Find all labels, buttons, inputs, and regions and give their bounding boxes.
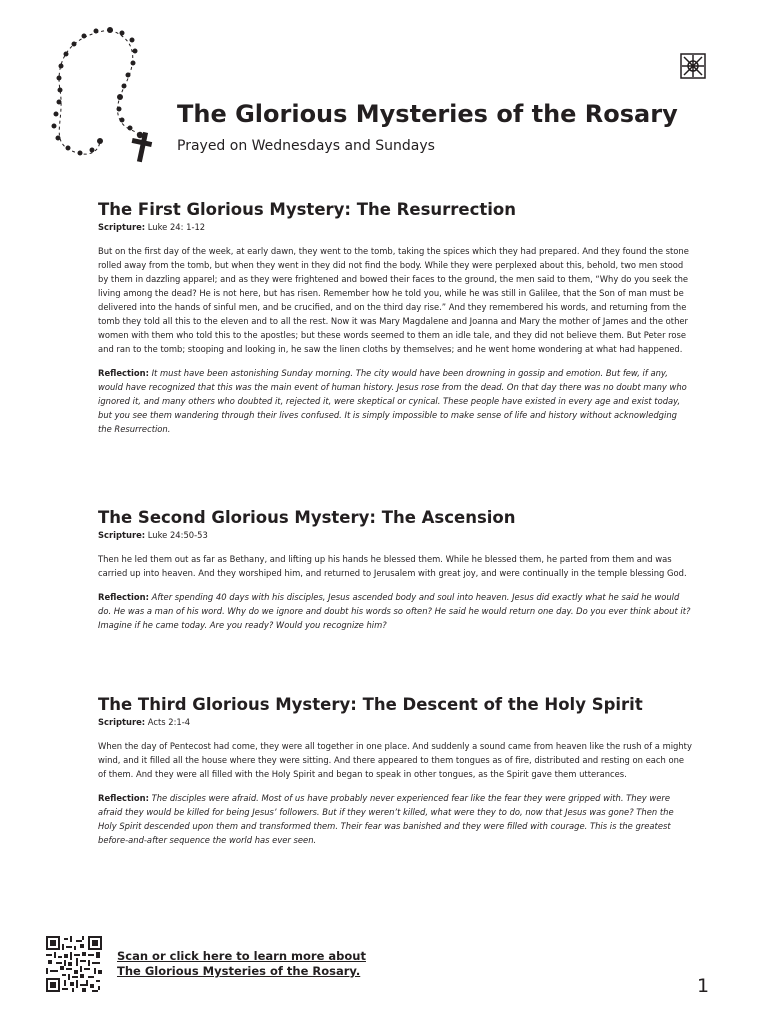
mystery-section-3 xyxy=(98,695,693,847)
mystery-section-1 xyxy=(98,200,693,436)
scripture-line xyxy=(98,717,693,727)
reflection-text xyxy=(98,590,693,632)
reflection-label: Reflection: xyxy=(98,592,149,602)
page-title: The Glorious Mysteries of the Rosary xyxy=(177,100,678,128)
reflection-body: It must have been astonishing Sunday morning. The city would have been drowning in gossip and emotion. But few, if any, would have recognized that this was the main event of human history. Jesus rose from the dead. On that day there was no doubt many who ignored it, and many others who doubted it, rejected it, were skeptical or cynical. These people have existed in every age and exist today, but you see them wandering through their lives confused. It is simply impossible to make sense of life and history without acknowledging the Resurrection. xyxy=(98,368,687,434)
page-subtitle: Prayed on Wednesdays and Sundays xyxy=(177,138,435,154)
qr-code-icon[interactable] xyxy=(46,936,102,992)
learn-more-line-2: The Glorious Mysteries of the Rosary. xyxy=(117,964,361,978)
mystery-title: The Third Glorious Mystery: The Descent of the Holy Spirit xyxy=(98,695,643,714)
scripture-line xyxy=(98,530,693,540)
scripture-label: Scripture: xyxy=(98,222,146,232)
page-number: 1 xyxy=(697,975,710,997)
scripture-line xyxy=(98,222,693,232)
scripture-ref: Luke 24: 1-12 xyxy=(145,222,206,232)
rosary-icon xyxy=(40,20,170,170)
mystery-section-2 xyxy=(98,508,693,632)
scripture-ref: Acts 2:1-4 xyxy=(145,717,191,727)
reflection-label: Reflection: xyxy=(98,368,149,378)
scripture-text: Then he led them out as far as Bethany, and lifting up his hands he blessed them. While he blessed them, he parted from them and was carried up into heaven. And they worshiped him, and returned to Jerusalem with great joy, and were continually in the temple blessing God. xyxy=(98,554,687,578)
learn-more-line-1: Scan or click here to learn more about xyxy=(117,949,366,963)
scripture-text: When the day of Pentecost had come, they were all together in one place. And suddenly a sound came from heaven like the rush of a mighty wind, and it filled all the house where they were sitting. And there appeared to them tongues as of fire, distributed and resting on each one of them. And they were all filled with the Holy Spirit and began to speak in other tongues, as the Spirit gave them utterances. xyxy=(98,741,692,779)
scripture-text: But on the first day of the week, at early dawn, they went to the tomb, taking the spices which they had prepared. And they found the stone rolled away from the tomb, but when they went in they did not find the body. While they were perplexed about this, behold, two men stood by them in dazzling apparel; and as they were frightened and bowed their faces to the ground, the men said to them, “Why do you seek the living among the dead? He is not here, but has risen. Remember how he told you, while he was still in Galilee, that the Son of man must be delivered into the hands of sinful men, and be crucified, and on the third day rise.” And they remembered his words, and returning from the tomb they told all this to the eleven and to all the rest. Now it was Mary Magdalene and Joanna and Mary the mother of James and the other women with them who told this to the apostles; but these words seemed to them an idle tale, and they did not believe them. But Peter rose and ran to the tomb; stooping and looking in, he saw the linen cloths by themselves; and he went home wondering at what had happened. xyxy=(98,246,689,354)
scripture-label: Scripture: xyxy=(98,530,146,540)
mystery-title: The Second Glorious Mystery: The Ascension xyxy=(98,508,516,527)
scripture-label: Scripture: xyxy=(98,717,146,727)
reflection-label: Reflection: xyxy=(98,793,149,803)
reflection-text xyxy=(98,791,693,847)
reflection-text xyxy=(98,366,693,436)
knot-logo-icon xyxy=(680,53,706,79)
scripture-ref: Luke 24:50-53 xyxy=(145,530,208,540)
reflection-body: After spending 40 days with his disciples, Jesus ascended body and soul into heaven. Jesus did exactly what he said he would do. He was a man of his word. Why do we ignore and doubt his words so often? He said he would return one day. Do you ever think about it? Imagine if he came today. Are you ready? Would you recognize him? xyxy=(98,592,691,630)
learn-more-link[interactable] xyxy=(117,949,366,979)
mystery-title: The First Glorious Mystery: The Resurrection xyxy=(98,200,517,219)
reflection-body: The disciples were afraid. Most of us have probably never experienced fear like the fear they were gripped with. They were afraid they would be killed for being Jesus’ followers. But if they weren’t killed, what were they to do, now that Jesus was gone? Then the Holy Spirit descended upon them and transformed them. Their fear was banished and they were filled with courage. This is the greatest before-and-after sequence the world has ever seen. xyxy=(98,793,674,845)
